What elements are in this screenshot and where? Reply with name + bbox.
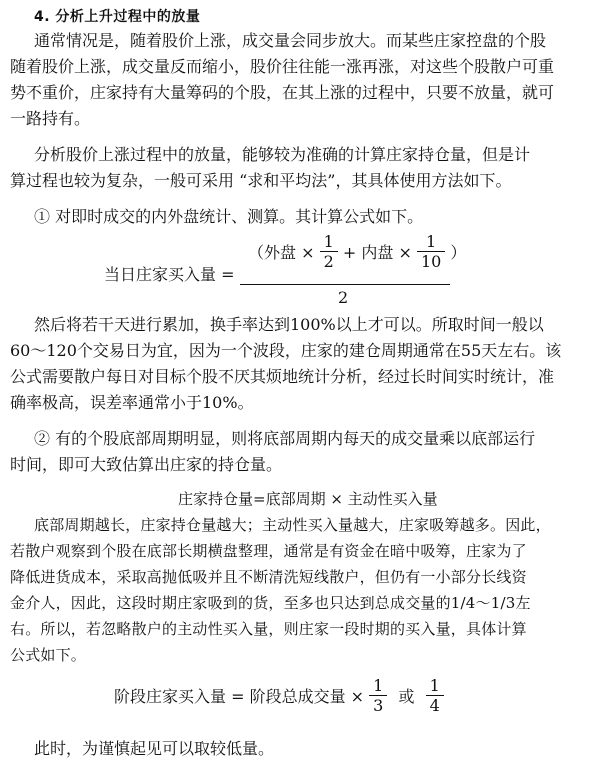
text-line: 分析股价上涨过程中的放量，能够较为准确的计算庄家持仓量，但是计 [34, 145, 531, 164]
fraction-third: $\frac{1}{3}$ [369, 676, 387, 715]
paragraph-1 [10, 28, 586, 132]
text-line: 随着股价上涨，成交量反而缩小，股价往往能一涨再涨，对这些个股散户可重 [10, 57, 555, 76]
text-line: ① 对即时成交的内外盘统计、测算。其计算公式如下。 [34, 207, 424, 226]
text-line: ② 有的个股底部周期明显，则将底部周期内每天的成交量乘以底部运行 [34, 429, 536, 448]
formula-daily-buy [0, 230, 594, 310]
formula-lhs: 当日庄家买入量 = [104, 265, 235, 284]
paragraph-2 [10, 142, 586, 194]
fraction-half: $\frac{1}{2}$ [320, 232, 338, 271]
text-line: 右。所以，若忽略散户的主动性买入量，则庄家一段时期的买入量，具体计算 [10, 620, 527, 638]
text-line: 降低进货成本，采取高抛低吸并且不断清洗短线散户，但仍有一小部分长线资 [10, 568, 527, 586]
text-line: 时间，即可大致估算出庄家的持仓量。 [10, 455, 283, 474]
text-line: 此时，为谨慎起见可以取较低量。 [34, 739, 275, 758]
formula-denominator: 2 [338, 288, 349, 307]
text-line: 然后将若干天进行累加，换手率达到100%以上才可以。所取时间一般以 [34, 315, 544, 334]
paragraph-7 [10, 736, 586, 762]
formula-stage-buy: 阶段庄家买入量 = 阶段总成交量 × $\frac{1}{3}$ 或 $\frac{1}{4}$ [114, 676, 444, 715]
text-line: 势不重价，庄家持有大量筹码的个股，在其上涨的过程中，只要不放量，就可 [10, 83, 555, 102]
paragraph-5 [10, 426, 586, 478]
text-line: 一路持有。 [10, 109, 91, 128]
text-line: 底部周期越长，庄家持仓量越大；主动性买入量越大，庄家吸筹越多。因此， [34, 516, 551, 534]
paragraph-4 [10, 312, 586, 416]
fraction-quarter: $\frac{1}{4}$ [426, 676, 444, 715]
text-line: 确率极高，误差率通常小于10%。 [10, 393, 254, 412]
section-heading: 4. 分析上升过程中的放量 [34, 9, 201, 25]
formula-holding: 庄家持仓量=底部周期 × 主动性买入量 [178, 490, 438, 508]
text-line: 若散户观察到个股在底部长期横盘整理，通常是有资金在暗中吸筹，庄家为了 [10, 542, 527, 560]
paragraph-6 [10, 512, 586, 668]
formula-numerator: （外盘 × $\frac{1}{2}$ + 内盘 × $\frac{1}{10}$ ） [248, 232, 467, 271]
fraction-tenth: $\frac{1}{10}$ [417, 232, 445, 271]
text-line: 公式如下。 [10, 646, 87, 664]
text-line: 通常情况是，随着股价上涨，成交量会同步放大。而某些庄家控盘的个股 [34, 31, 547, 50]
fraction-bar [240, 284, 450, 285]
paragraph-3 [10, 204, 586, 230]
text-line: 金介人，因此，这段时期庄家吸到的货，至多也只达到总成交量的1/4～1/3左 [10, 594, 531, 612]
text-line: 60～120个交易日为宜，因为一个波段，庄家的建仓周期通常在55天左右。该 [10, 341, 562, 360]
text-line: 算过程也较为复杂，一般可采用 “求和平均法”，其具体使用方法如下。 [10, 171, 512, 190]
text-line: 公式需要散户每日对目标个股不厌其烦地统计分析，经过长时间实时统计，准 [10, 367, 555, 386]
